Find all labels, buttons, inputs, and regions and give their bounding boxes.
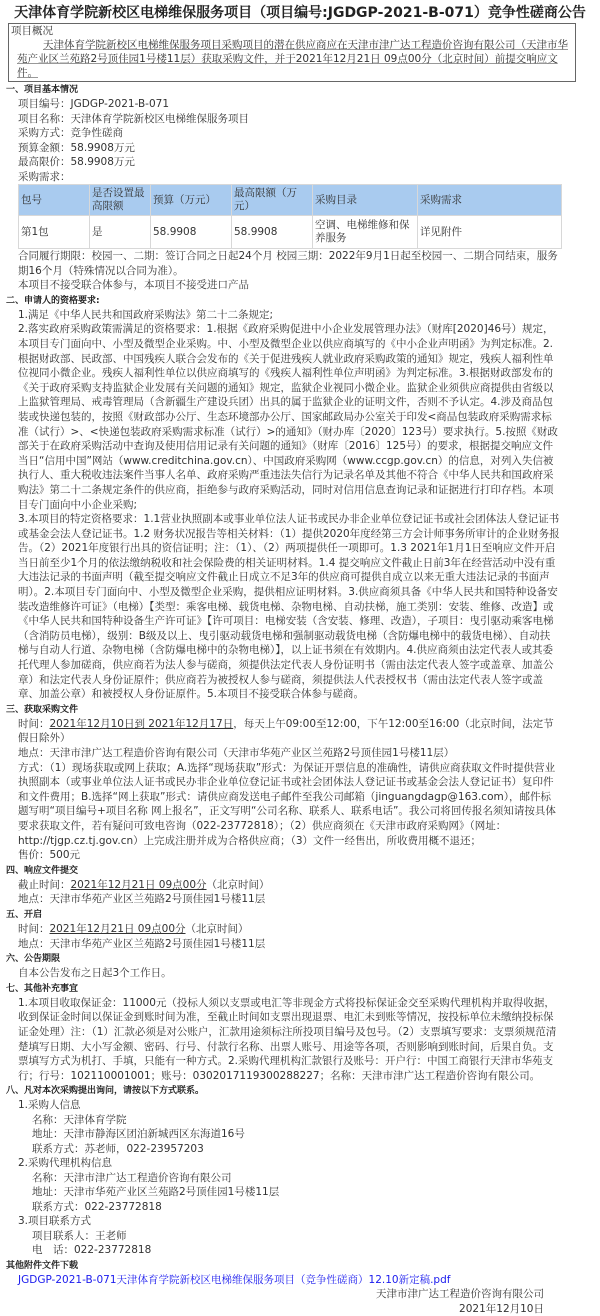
overview-body: 天津体育学院新校区电梯维保服务项目采购项目的潜在供应商应在天津市津广达工程造价咨询有限公司（天津市华苑产业区兰苑路2号顶佳园1号楼11层）获取采购文件，并于2021年12月21日 09点00分（北京时间）前提交响应文件。 (17, 39, 568, 79)
cell-max-limit: 58.9908 (232, 216, 313, 249)
table-row (19, 216, 562, 249)
opening-place: 地点：天津市华苑产业区兰苑路2号顶佳园1号楼11层 (18, 937, 266, 950)
agency-name: 名称：天津市津广达工程造价咨询有限公司 (32, 1171, 232, 1184)
purchaser-contact: 联系方式：苏老师，022-23957203 (32, 1142, 204, 1155)
agency-title: 2.采购代理机构信息 (18, 1157, 113, 1170)
col-header-package: 包号 (19, 185, 90, 216)
cell-budget: 58.9908 (151, 216, 232, 249)
section-heading-contacts: 八、凡对本次采购提出询问，请按以下方式联系。 (6, 1086, 205, 1097)
field-label: 最高限价： (18, 156, 71, 168)
overview-heading: 项目概况 (11, 25, 53, 37)
agency-address: 地址：天津市华苑产业区兰苑路2号顶佳园1号楼11层 (32, 1186, 280, 1199)
time-detail: ，每天上午09:00至12:00，下午12:00至16:00（北京时间，法定节假日除外） (18, 717, 554, 745)
field-value: 天津体育学院新校区电梯维保服务项目 (70, 112, 249, 125)
obtain-time (6, 717, 594, 746)
signature-org: 天津市津广达工程造价咨询有限公司 (376, 1288, 544, 1301)
col-header-budget: 预算（万元） (151, 185, 232, 216)
purchaser-title: 1.采购人信息 (18, 1099, 81, 1112)
basic-info-fields (6, 97, 594, 184)
project-contact-info (6, 1214, 594, 1258)
time-label: 时间： (18, 717, 50, 730)
cell-demand: 详见附件 (418, 216, 562, 249)
col-header-max-limit: 最高限额（万元） (232, 185, 313, 216)
attachment-file-link[interactable]: JGDGP-2021-B-071天津体育学院新校区电梯维保服务项目（竞争性磋商）12.10新定稿.pdf (18, 1273, 451, 1286)
agency-info (6, 1156, 594, 1214)
deadline-timezone: （北京时间） (206, 878, 270, 891)
field-max-price (18, 155, 594, 170)
consortium-note: 本项目不接受联合体参与，本项目不接受进口产品 (18, 279, 249, 292)
field-procurement-method (18, 126, 594, 141)
obtain-method: 方式：（1）现场获取或网上获取；A.选择“现场获取”形式：为保证开票信息的准确性，请供应商获取文件时提供营业执照副本（或事业单位法人证书或民办非企业单位登记证书或社会团体法人登记证书或基金会法人登记证书）复印件和文件费用；B.选择“网上获取”形式：请供应商发送电子邮件至我公司邮箱（jinguangdagp@163.com），邮件标题写明“项目编号+项目名称 网上报名”，正文写明“公司名称、联系人、联系电话”。我公司将回传报名须知请按具体要求获取文件，若有疑问可致电咨询（022-23772818）；（2）供应商须在《天津市政府采购网》（网址：http://tjgp.cz.tj.gov.cn）上完成注册并成为合格供应商；（3）文件一经售出，所收费用概不退还； (18, 761, 556, 847)
field-project-name (18, 112, 594, 127)
opening-time (6, 922, 594, 937)
obtain-place: 地点：天津市津广达工程造价咨询有限公司（天津市华苑产业区兰苑路2号顶佳园1号楼11层） (18, 747, 455, 759)
deadline-value: 2021年12月21日 09点00分 (70, 878, 207, 891)
section-heading-submission: 四、响应文件提交 (6, 865, 79, 876)
document-price: 售价：500元 (18, 849, 81, 862)
notice-period-text: 自本公告发布之日起3个工作日。 (18, 967, 172, 980)
field-label: 项目编号： (18, 98, 71, 110)
section-heading-notice-period: 六、公告期限 (6, 954, 61, 965)
attachments-heading: 其他附件文件下载 (6, 1260, 79, 1271)
opening-timezone: （北京时间） (185, 922, 249, 935)
field-value: 竞争性磋商 (70, 127, 123, 139)
section-heading-qualifications: 二、申请人的资格要求: (6, 295, 100, 306)
project-contact-title: 3.项目联系方式 (18, 1215, 92, 1228)
table-header-row (19, 185, 562, 216)
field-value: JGDGP-2021-B-071 (70, 98, 170, 110)
contract-period: 合同履行期限：校园一、二期：签订合同之日起24个月 校园三期：2022年9月1日起至校园一、二期合同结束，服务期16个月（特殊情况以合同为准）。 (18, 250, 558, 277)
opening-time-value: 2021年12月21日 09点00分 (49, 922, 186, 935)
section-heading-other-matters: 七、其他补充事宜 (6, 983, 79, 994)
cell-catalog: 空调、电梯维修和保养服务 (313, 216, 418, 249)
cell-package: 第1包 (19, 216, 90, 249)
field-project-number (18, 97, 594, 112)
field-label: 项目名称： (18, 112, 71, 125)
col-header-catalog: 采购目录 (313, 185, 418, 216)
agency-contact: 联系方式：022-23772818 (32, 1200, 162, 1213)
project-contact-person: 项目联系人：王老师 (32, 1229, 127, 1242)
section-heading-obtain-docs: 三、获取采购文件 (6, 704, 79, 715)
section-heading-basic-info: 一、项目基本情况 (6, 85, 79, 95)
field-budget (18, 141, 594, 156)
deadline-label: 截止时间： (18, 878, 71, 891)
purchaser-info (6, 1098, 594, 1156)
page-title: 天津体育学院新校区电梯维保服务项目（项目编号:JGDGP-2021-B-071）竞争性磋商公告 (14, 5, 586, 21)
col-header-has-limit: 是否设置最高限额 (90, 185, 151, 216)
section-heading-opening: 五、开启 (6, 909, 43, 920)
time-range: 2021年12月10日到 2021年12月17日 (49, 717, 234, 730)
field-value: 58.9908万元 (70, 156, 135, 168)
field-label: 预算金额： (18, 141, 71, 154)
opening-time-label: 时间： (18, 922, 50, 935)
purchaser-address: 地址：天津市静海区团泊新城西区东海道16号 (32, 1128, 245, 1141)
field-value: 58.9908万元 (70, 141, 135, 154)
qualification-item-1: 1.满足《中华人民共和国政府采购法》第二十二条规定; (18, 308, 274, 321)
project-overview-box (8, 23, 576, 82)
other-matters-text: 1.本项目收取保证金：11000元（投标人须以支票或电汇等非现金方式将投标保证金交至采购代理机构并取得收据，收到保证金时间以保证金到账时间为准，至截止时间如支票出现退票、电汇未到账等情况，按投标单位未缴纳投标保证金处理）注：（1）汇款必须是对公账户，汇款用途须标注所投项目编号及包号。（2）支票填写要求：支票须规范清楚填写日期、大小写金额、密码、行号、付款行名称、出票人账号、用途等各项，否则影响到账时间，后果自负。支票填写方式为机打、手填，只能有一种方式。2.采购代理机构汇款银行及账号：开户行：中国工商银行天津市华苑支行；行号：102110001001；账号：0302017119300288227；名称：天津市津广达工程造价咨询有限公司。 (18, 996, 557, 1082)
qualification-item-3: 3.本项目的特定资格要求：1.1营业执照副本或事业单位法人证书或民办非企业单位登记证书或社会团体法人登记证书或基金会法人登记证书。1.2 财务状况报告等相关材料：（1）提供2020年度经第三方会计师事务所审计的企业财务报告。（2）2021年度银行出具的资信证明；注：（1）、（2）两项提供任一项即可。1.3 2021年1月1日至响应文件开启当日前至少1个月的依法缴纳税收和社会保险费的相关证明材料。1.4 提交响应文件截止日前3年在经营活动中没有重大违法记录的书面声明（截至提交响应文件截止日成立不足3年的供应商可提供自成立以来无重大违法记录的书面声明）。2.本项目专门面向中、小型及微型企业采购，提供相应证明材料。3.供应商须具备《中华人民共和国特种设备安装改造维修许可证》（电梯）【类型：乘客电梯、载货电梯、杂物电梯、自动扶梯，施工类别：安装、维修、改造】或《中华人民共和国特种设备生产许可证》【许可项目：电梯安装（含安装、修理、改造），子项目：曳引驱动乘客电梯（含消防员电梯），级别：B级及以上、曳引驱动载货电梯和强制驱动载货电梯（含防爆电梯中的载货电梯）、自动扶梯与自动人行道、杂物电梯（含防爆电梯中的杂物电梯）】，以上证书须在有效期内。4.供应商须由法定代表人或其委托代理人参加磋商，供应商若为法人参与磋商，须提供法定代表人身份证明书（需由法定代表人签字或盖章、加盖公章）和法定代表人身份证原件；供应商若为被授权人参与磋商，须提供法人代表授权书（需由法定代表人签字或盖章、加盖公章）和被授权人身份证原件。5.本项目不接受联合体参与磋商。 (18, 513, 560, 701)
requirements-table (18, 184, 562, 249)
qualification-item-2: 2.落实政府采购政策需满足的资格要求：1.根据《政府采购促进中小企业发展管理办法》（财库[2020]46号）规定，本项目专门面向中、小型及微型企业采购。中、小型及微型企业以供应商填写的《中小企业声明函》为判定标准。2.根据财政部、民政部、中国残疾人联合会发布的《关于促进残疾人就业政府采购政策的通知》规定，残疾人福利性单位视同小微企业。残疾人福利性单位以供应商填写的《残疾人福利性单位声明函》为判定标准。3.根据财政部发布的《关于政府采购支持监狱企业发展有关问题的通知》规定，监狱企业视同小微企业。监狱企业须供应商提供由省级以上监狱管理局、戒毒管理局（含新疆生产建设兵团）出具的属于监狱企业的证明文件，否则不予认定。4.涉及商品包装或快递包装的，按照《财政部办公厅、生态环境部办公厅、国家邮政局办公室关于印发<商品包装政府采购需求标准（试行）>、<快递包装政府采购需求标准（试行）>的通知》（财办库〔2020〕123号）要求执行。5.按照《财政部关于在政府采购活动中查询及使用信用记录有关问题的通知》（财库〔2016〕125号）的要求，根据提交响应文件当日“信用中国”网站（www.creditchina.gov.cn）、中国政府采购网（www.ccgp.gov.cn）的信息，对列入失信被执行人、重大税收违法案件当事人名单、政府采购严重违法失信行为记录名单及其他不符合《中华人民共和国政府采购法》第二十二条规定条件的供应商，拒绝参与政府采购活动，同时对信用信息查询记录和证据进行打印存档。本项目专门面向中小企业采购; (18, 323, 558, 511)
cell-has-limit: 是 (90, 216, 151, 249)
signature-date: 2021年12月10日 (459, 1302, 544, 1315)
submission-place: 地点：天津市华苑产业区兰苑路2号顶佳园1号楼11层 (18, 893, 266, 906)
project-contact-phone: 电 话：022-23772818 (32, 1244, 152, 1257)
col-header-demand: 采购需求 (418, 185, 562, 216)
field-label: 采购方式： (18, 127, 71, 139)
field-label: 采购需求： (18, 170, 71, 183)
submission-deadline (6, 878, 594, 893)
purchaser-name: 名称：天津体育学院 (32, 1113, 127, 1126)
field-requirements (18, 170, 594, 185)
